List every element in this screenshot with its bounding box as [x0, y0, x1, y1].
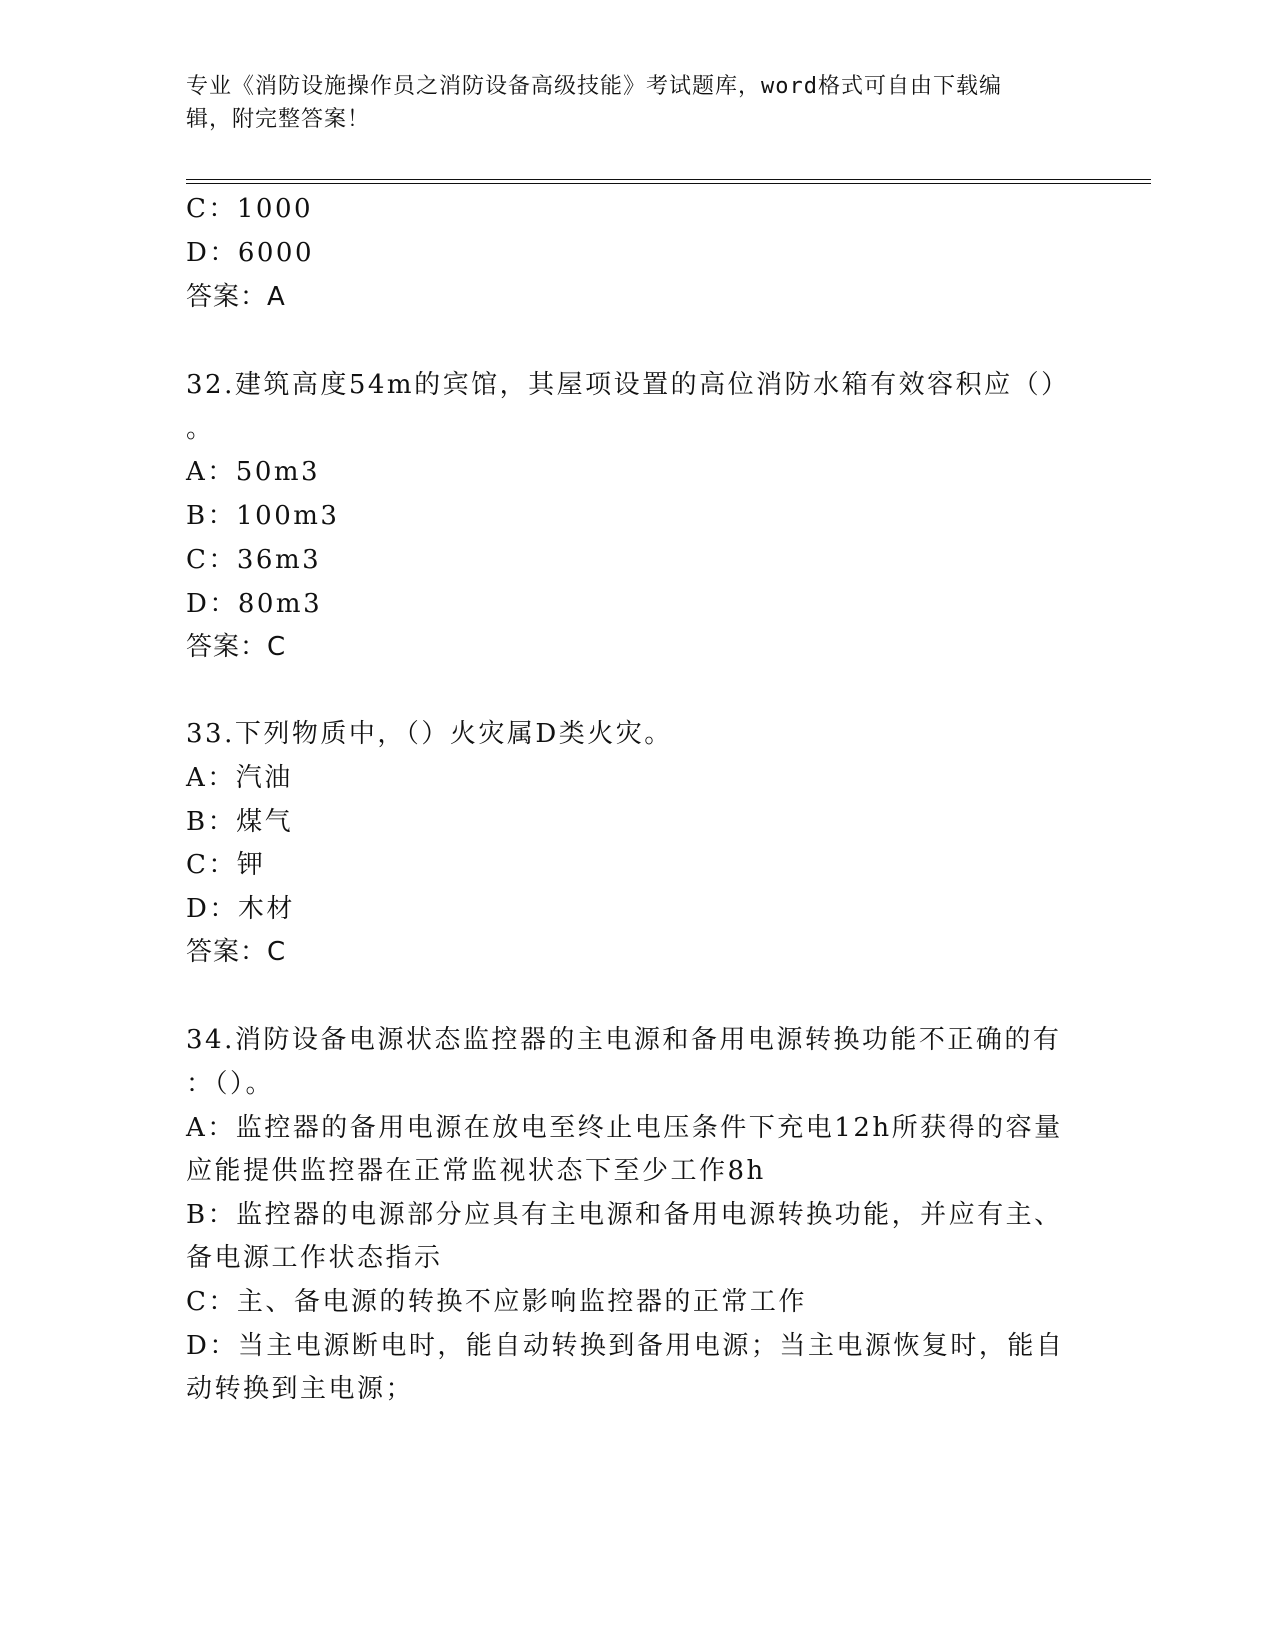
q32-option-d: D：80m3	[186, 589, 323, 619]
q33-answer: 答案：C	[186, 937, 287, 967]
q34-stem-line-1: 34.消防设备电源状态监控器的主电源和备用电源转换功能不正确的有	[186, 1025, 1062, 1055]
q34-stem-line-2: ：（）。	[186, 1069, 275, 1099]
header-line-1: 专业《消防设施操作员之消防设备高级技能》考试题库，word格式可自由下载编	[186, 74, 1002, 99]
q31-option-c: C：1000	[186, 194, 314, 224]
header-divider-bottom	[186, 183, 1151, 184]
q34-option-d-line-2: 动转换到主电源；	[186, 1374, 415, 1404]
document-header	[186, 70, 1066, 136]
q32-option-a: A：50m3	[186, 457, 321, 487]
q34-option-b-line-2: 备电源工作状态指示	[186, 1243, 443, 1273]
q33-option-a: A：汽油	[186, 763, 293, 793]
q33-stem: 33.下列物质中，（）火灾属D类火灾。	[186, 719, 673, 749]
q32-option-c: C：36m3	[186, 545, 322, 575]
q34-option-b-line-1: B：监控器的电源部分应具有主电源和备用电源转换功能，并应有主、	[186, 1200, 1063, 1230]
q33-option-b: B：煤气	[186, 807, 294, 837]
q32-answer: 答案：C	[186, 632, 287, 662]
q34-option-d-line-1: D：当主电源断电时，能自动转换到备用电源；当主电源恢复时，能自	[186, 1331, 1065, 1361]
q34-option-c: C：主、备电源的转换不应影响监控器的正常工作	[186, 1287, 807, 1317]
q34-option-a-line-1: A：监控器的备用电源在放电至终止电压条件下充电12h所获得的容量	[186, 1113, 1063, 1143]
q32-stem-line-1: 32.建筑高度54m的宾馆，其屋项设置的高位消防水箱有效容积应（）	[186, 370, 1070, 400]
q32-stem-line-2: 。	[186, 414, 215, 444]
q34-option-a-line-2: 应能提供监控器在正常监视状态下至少工作8h	[186, 1156, 766, 1186]
q33-option-d: D：木材	[186, 894, 295, 924]
header-divider-top	[186, 179, 1151, 180]
q33-option-c: C：钾	[186, 850, 266, 880]
q32-option-b: B：100m3	[186, 501, 340, 531]
q31-option-d: D：6000	[186, 238, 315, 268]
q31-answer: 答案：A	[186, 282, 286, 312]
header-line-2: 辑，附完整答案！	[186, 107, 371, 132]
